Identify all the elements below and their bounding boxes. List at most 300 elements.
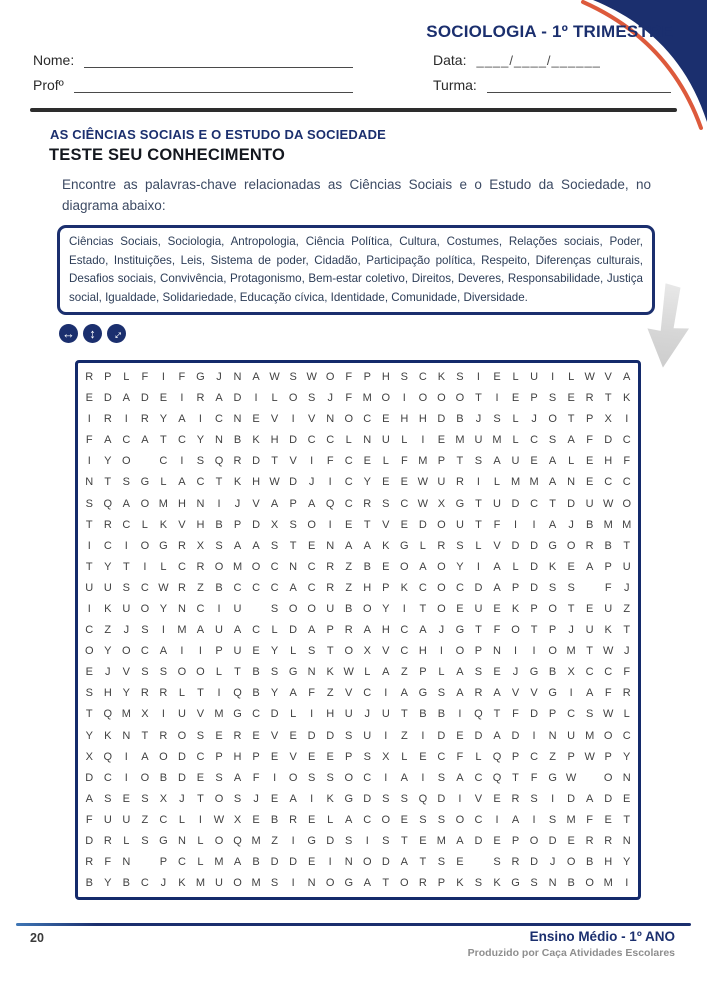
grid-cell: J — [512, 666, 519, 679]
grid-cell: P — [530, 392, 538, 405]
grid-cell: A — [233, 856, 242, 869]
grid-cell: D — [103, 392, 112, 405]
grid-cell: B — [252, 687, 260, 700]
grid-cell: X — [604, 413, 612, 426]
grid-cell: M — [566, 813, 576, 826]
grid-cell: C — [530, 750, 539, 763]
grid-cell: H — [418, 413, 427, 426]
grid-cell: K — [400, 581, 408, 594]
grid-cell: E — [567, 560, 575, 573]
grid-cell: Y — [270, 687, 279, 700]
vertical-arrow-icon — [83, 324, 102, 343]
grid-cell: H — [604, 856, 613, 869]
grid-cell: L — [512, 370, 519, 383]
grid-cell: O — [344, 413, 353, 426]
grid-cell: R — [177, 581, 186, 594]
grid-cell: C — [252, 581, 261, 594]
grid-cell: T — [549, 497, 556, 510]
grid-cell: A — [122, 497, 130, 510]
grid-cell: E — [345, 518, 353, 531]
grid-cell: I — [198, 413, 202, 426]
grid-cell: T — [530, 624, 538, 637]
grid-cell: S — [141, 792, 149, 805]
grid-cell: E — [382, 476, 390, 489]
grid-cell: L — [382, 455, 389, 468]
grid-cell: T — [400, 708, 408, 721]
grid-cell: T — [382, 877, 390, 890]
grid-cell: P — [382, 581, 390, 594]
grid-cell: E — [122, 792, 130, 805]
grid-cell: D — [511, 497, 520, 510]
grid-cell: R — [585, 835, 594, 848]
grid-cell: G — [344, 877, 353, 890]
grid-cell: R — [103, 835, 112, 848]
activity-title: TESTE SEU CONHECIMENTO — [49, 145, 286, 164]
grid-cell: D — [530, 856, 539, 869]
grid-cell: I — [291, 835, 295, 848]
grid-cell: I — [384, 729, 388, 742]
grid-cell: O — [437, 581, 446, 594]
grid-cell: T — [85, 518, 93, 531]
grid-cell: L — [271, 624, 278, 637]
grid-cell: A — [493, 581, 501, 594]
grid-cell: U — [511, 455, 520, 468]
grid-cell: L — [512, 560, 519, 573]
grid-cell: V — [289, 455, 297, 468]
grid-cell: P — [345, 750, 353, 763]
grid-cell: R — [326, 581, 335, 594]
grid-cell: E — [437, 434, 446, 447]
grid-cell: C — [140, 877, 149, 890]
grid-cell: E — [585, 455, 594, 468]
grid-cell: O — [529, 835, 539, 848]
grid-cell: Z — [345, 581, 353, 594]
grid-cell: S — [548, 813, 557, 826]
grid-cell: G — [159, 835, 168, 848]
grid-cell: O — [400, 560, 409, 573]
grid-cell: I — [124, 539, 128, 552]
grid-cell: O — [288, 771, 298, 784]
grid-cell: I — [161, 708, 165, 721]
grid-cell: L — [419, 539, 426, 552]
grid-cell: J — [568, 624, 574, 637]
grid-cell: Y — [363, 476, 371, 489]
grid-cell: G — [548, 771, 557, 784]
grid-cell: I — [217, 687, 221, 700]
grid-cell: S — [196, 729, 205, 742]
grid-cell: S — [326, 771, 334, 784]
grid-cell: S — [400, 370, 408, 383]
grid-cell: S — [382, 497, 390, 510]
grid-cell: X — [437, 497, 446, 510]
grid-cell: I — [402, 602, 406, 615]
grid-cell: M — [214, 856, 224, 869]
grid-cell: E — [382, 413, 390, 426]
grid-cell: S — [363, 750, 371, 763]
grid-cell: F — [345, 370, 353, 383]
grid-cell: W — [417, 497, 429, 510]
grid-cell: I — [532, 518, 536, 531]
grid-cell: S — [530, 877, 538, 890]
grid-cell: V — [345, 687, 353, 700]
grid-cell: C — [140, 645, 149, 658]
grid-cell: H — [177, 497, 186, 510]
grid-cell: U — [585, 497, 594, 510]
grid-cell: X — [567, 666, 575, 679]
grid-cell: F — [456, 750, 464, 763]
section-title: AS CIÊNCIAS SOCIAIS E O ESTUDO DA SOCIEDADE — [50, 126, 387, 142]
grid-cell: J — [105, 666, 111, 679]
grid-cell: P — [437, 877, 446, 890]
grid-cell: E — [456, 856, 464, 869]
grid-cell: D — [326, 835, 335, 848]
grid-cell: I — [124, 750, 128, 763]
grid-cell: D — [289, 434, 298, 447]
grid-cell: J — [160, 877, 167, 890]
grid-cell: O — [455, 645, 465, 658]
grid-cell: I — [625, 413, 629, 426]
grid-cell: O — [325, 370, 335, 383]
grid-cell: K — [252, 434, 260, 447]
grid-cell: S — [382, 792, 390, 805]
grid-cell: I — [625, 877, 629, 890]
grid-cell: A — [270, 497, 279, 510]
grid-cell: F — [623, 455, 631, 468]
corner-decoration — [557, 0, 707, 140]
grid-cell: S — [345, 835, 353, 848]
grid-cell: P — [419, 666, 427, 679]
grid-cell: I — [198, 645, 202, 658]
grid-cell: C — [604, 476, 613, 489]
grid-cell: I — [254, 392, 258, 405]
grid-cell: E — [623, 792, 631, 805]
horizontal-arrow-icon — [59, 324, 78, 343]
grid-cell: D — [289, 856, 298, 869]
grid-cell: B — [456, 413, 464, 426]
grid-cell: B — [345, 602, 353, 615]
grid-cell: S — [141, 624, 149, 637]
grid-cell: N — [567, 476, 576, 489]
grid-cell: K — [326, 666, 334, 679]
grid-cell: R — [622, 687, 631, 700]
grid-cell: S — [159, 666, 168, 679]
grid-cell: B — [252, 856, 260, 869]
grid-cell: M — [251, 835, 261, 848]
grid-cell: Z — [326, 687, 334, 700]
instructions-text: Encontre as palavras-chave relacionadas as Ciências Sociais e o Estudo da Sociedade, no diagrama abaixo: — [62, 176, 651, 214]
grid-cell: O — [177, 729, 187, 742]
grid-cell: C — [270, 581, 279, 594]
grid-cell: P — [474, 645, 483, 658]
grid-cell: C — [622, 434, 631, 447]
grid-cell: A — [85, 792, 93, 805]
grid-cell: I — [198, 813, 202, 826]
grid-cell: W — [602, 497, 614, 510]
grid-cell: D — [307, 729, 316, 742]
grid-cell: S — [474, 666, 483, 679]
grid-cell: L — [512, 434, 519, 447]
course-title: SOCIOLOGIA - 1º TRIMESTRE — [426, 22, 673, 41]
grid-cell: I — [421, 729, 425, 742]
grid-cell: S — [382, 835, 390, 848]
grid-cell: U — [604, 602, 613, 615]
grid-cell: N — [215, 434, 223, 447]
grid-cell: B — [548, 666, 557, 679]
grid-cell: S — [493, 413, 501, 426]
grid-cell: U — [585, 624, 594, 637]
grid-cell: A — [623, 370, 631, 383]
grid-cell: U — [455, 518, 464, 531]
grid-cell: Z — [271, 835, 278, 848]
grid-cell: S — [419, 813, 427, 826]
grid-cell: U — [233, 602, 242, 615]
grid-cell: C — [215, 413, 223, 426]
grid-cell: C — [530, 434, 539, 447]
grid-cell: M — [195, 877, 206, 890]
grid-cell: E — [493, 602, 501, 615]
grid-cell: S — [400, 792, 408, 805]
grid-cell: W — [584, 750, 595, 763]
grid-cell: E — [196, 771, 205, 784]
grid-cell: C — [252, 624, 261, 637]
grid-cell: C — [567, 708, 576, 721]
grid-cell: H — [400, 413, 409, 426]
grid-cell: M — [603, 518, 613, 531]
grid-cell: S — [270, 666, 279, 679]
grid-cell: J — [234, 497, 241, 510]
grid-cell: D — [381, 856, 390, 869]
grid-cell: D — [437, 729, 446, 742]
grid-cell: I — [439, 645, 443, 658]
grid-cell: I — [143, 560, 147, 573]
grid-cell: M — [510, 476, 521, 489]
grid-cell: I — [161, 624, 165, 637]
grid-cell: L — [123, 835, 130, 848]
grid-cell: P — [252, 750, 260, 763]
grid-cell: C — [140, 581, 149, 594]
grid-cell: T — [289, 539, 297, 552]
grid-cell: O — [585, 877, 594, 890]
grid-cell: R — [233, 729, 242, 742]
grid-cell: A — [122, 392, 130, 405]
grid-cell: C — [363, 413, 372, 426]
grid-cell: A — [141, 434, 149, 447]
grid-cell: C — [233, 581, 242, 594]
grid-cell: U — [381, 708, 390, 721]
grid-cell: E — [567, 392, 575, 405]
grid-cell: A — [400, 771, 408, 784]
grid-cell: I — [551, 792, 555, 805]
grid-cell: C — [326, 434, 335, 447]
grid-cell: O — [344, 771, 353, 784]
grid-cell: A — [233, 539, 242, 552]
grid-cell: I — [87, 455, 91, 468]
grid-cell: C — [400, 497, 409, 510]
grid-cell: I — [291, 413, 295, 426]
grid-cell: O — [362, 602, 372, 615]
grid-cell: A — [382, 666, 390, 679]
grid-cell: M — [436, 835, 446, 848]
grid-cell: G — [233, 708, 242, 721]
grid-cell: A — [363, 539, 371, 552]
grid-cell: V — [530, 687, 538, 700]
grid-cell: Y — [456, 560, 464, 573]
grid-cell: O — [437, 560, 446, 573]
grid-cell: S — [493, 856, 501, 869]
grid-cell: O — [177, 666, 187, 679]
grid-cell: T — [326, 645, 334, 658]
grid-cell: S — [530, 792, 538, 805]
grid-cell: S — [437, 856, 446, 869]
grid-cell: N — [344, 856, 353, 869]
grid-cell: G — [548, 539, 557, 552]
grid-cell: X — [141, 708, 149, 721]
grid-cell: C — [585, 666, 594, 679]
grid-cell: A — [233, 624, 242, 637]
grid-cell: O — [251, 560, 261, 573]
grid-cell: G — [511, 877, 520, 890]
grid-cell — [136, 852, 155, 873]
grid-cell: L — [475, 539, 482, 552]
grid-cell: Z — [549, 750, 556, 763]
grid-cell: Y — [104, 877, 112, 890]
grid-cell: I — [365, 835, 369, 848]
grid-cell: B — [437, 708, 446, 721]
grid-cell: P — [511, 581, 520, 594]
grid-cell: D — [511, 539, 520, 552]
grid-cell: E — [604, 813, 612, 826]
grid-cell: C — [307, 581, 316, 594]
grid-cell: U — [122, 813, 131, 826]
grid-cell: G — [548, 687, 557, 700]
grid-cell: D — [289, 624, 298, 637]
grid-cell: O — [362, 856, 372, 869]
grid-cell: A — [363, 624, 371, 637]
grid-cell: S — [585, 708, 594, 721]
grid-cell: K — [382, 539, 390, 552]
class-label: Turma: — [433, 77, 477, 93]
grid-cell: S — [215, 771, 223, 784]
grid-cell: L — [271, 392, 278, 405]
grid-cell: O — [233, 877, 242, 890]
grid-cell: P — [215, 645, 223, 658]
grid-cell: F — [104, 856, 112, 869]
grid-cell: N — [122, 856, 131, 869]
grid-cell: S — [122, 476, 130, 489]
grid-cell: E — [493, 835, 501, 848]
grid-cell: T — [419, 856, 427, 869]
grid-cell: V — [604, 370, 612, 383]
grid-cell: P — [530, 602, 538, 615]
grid-cell: H — [233, 750, 242, 763]
grid-cell: I — [124, 413, 128, 426]
grid-cell: S — [307, 392, 316, 405]
grid-cell: C — [196, 476, 205, 489]
grid-cell: S — [289, 518, 297, 531]
grid-cell: I — [291, 877, 295, 890]
grid-cell: T — [475, 624, 482, 637]
grid-cell: Q — [325, 497, 335, 510]
grid-cell: B — [215, 581, 223, 594]
grid-cell: N — [326, 413, 335, 426]
grid-cell: N — [326, 539, 335, 552]
grid-cell: T — [456, 455, 464, 468]
grid-cell: C — [177, 856, 186, 869]
grid-cell: U — [85, 581, 94, 594]
grid-cell: L — [438, 666, 445, 679]
grid-cell: V — [270, 729, 279, 742]
grid-cell: E — [400, 518, 408, 531]
grid-cell: P — [548, 624, 557, 637]
grid-cell: U — [381, 434, 390, 447]
grid-cell: S — [85, 497, 93, 510]
grid-cell: L — [160, 560, 167, 573]
grid-cell: J — [438, 624, 445, 637]
grid-cell: I — [180, 645, 184, 658]
word-bank-box — [57, 225, 655, 315]
grid-cell: M — [492, 434, 502, 447]
grid-cell: E — [493, 792, 501, 805]
grid-cell: H — [326, 708, 335, 721]
grid-cell: D — [177, 771, 186, 784]
grid-cell: C — [418, 581, 427, 594]
grid-cell: I — [495, 392, 499, 405]
grid-cell: A — [215, 392, 223, 405]
grid-cell: J — [568, 518, 574, 531]
grid-cell: L — [475, 750, 482, 763]
grid-cell: P — [215, 750, 223, 763]
grid-cell — [580, 767, 599, 788]
grid-cell: O — [140, 497, 150, 510]
grid-cell: F — [586, 813, 594, 826]
grid-cell: I — [514, 518, 518, 531]
grid-cell: R — [455, 476, 464, 489]
grid-cell: C — [159, 455, 168, 468]
grid-cell: W — [602, 645, 614, 658]
grid-cell: A — [456, 771, 464, 784]
grid-cell: U — [103, 581, 112, 594]
grid-cell: A — [585, 792, 594, 805]
grid-cell: C — [270, 560, 279, 573]
grid-cell: C — [177, 560, 186, 573]
direction-icons — [59, 324, 707, 343]
grid-cell: B — [233, 434, 242, 447]
grid-cell: O — [214, 835, 224, 848]
grid-cell: Y — [196, 434, 205, 447]
grid-cell: S — [437, 687, 446, 700]
grid-cell: A — [493, 560, 501, 573]
grid-cell: U — [215, 877, 223, 890]
grid-cell: T — [475, 497, 482, 510]
grid-cell: I — [180, 455, 184, 468]
grid-cell: G — [288, 666, 298, 679]
grid-cell: L — [197, 835, 204, 848]
grid-cell: Y — [623, 856, 631, 869]
grid-cell: F — [493, 518, 501, 531]
grid-cell: V — [511, 687, 520, 700]
grid-cell: P — [437, 455, 446, 468]
diagonal-arrow-glyph: ↔ — [106, 324, 127, 344]
grid-cell: J — [123, 624, 130, 637]
grid-cell: G — [196, 370, 205, 383]
grid-cell: Z — [623, 602, 631, 615]
grid-cell: U — [344, 708, 353, 721]
grid-cell: O — [511, 624, 520, 637]
grid-cell: W — [343, 666, 354, 679]
grid-cell: C — [307, 560, 316, 573]
grid-cell: D — [418, 518, 427, 531]
grid-cell: X — [382, 750, 390, 763]
